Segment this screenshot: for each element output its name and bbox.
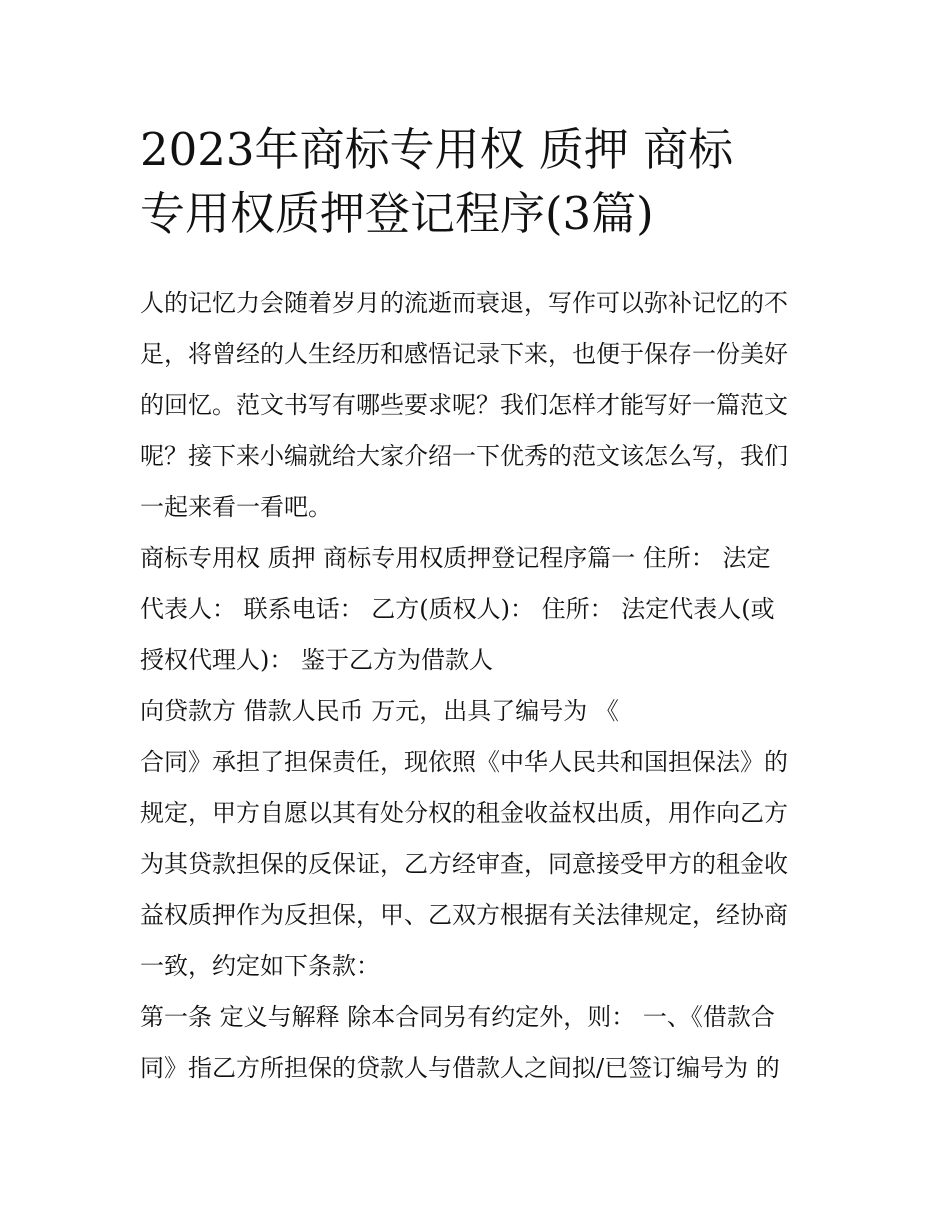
body-line: 合同》承担了担保责任，现依照《中华人民共和国担保法》的 <box>140 748 788 776</box>
body-line: 人的记忆力会随着岁月的流逝而衰退，写作可以弥补记忆的不 <box>140 289 788 317</box>
body-line: 的回忆。范文书写有哪些要求呢？我们怎样才能写好一篇范文 <box>140 391 788 419</box>
body-line: 一起来看一看吧。 <box>140 493 332 521</box>
body-line: 一致，约定如下条款： <box>140 952 380 980</box>
title-line-2: 专用权质押登记程序(3篇) <box>140 187 654 240</box>
body-line: 益权质押作为反担保，甲、乙双方根据有关法律规定，经协商 <box>140 901 788 929</box>
body-line: 足，将曾经的人生经历和感悟记录下来，也便于保存一份美好 <box>140 340 788 368</box>
body-line: 第一条 定义与解释 除本合同另有约定外，则： 一、《借款合 <box>140 1003 775 1031</box>
body-line: 呢？接下来小编就给大家介绍一下优秀的范文该怎么写，我们 <box>140 442 788 470</box>
title-line-1: 2023年商标专用权 质押 商标 <box>140 123 734 176</box>
body-line: 向贷款方 借款人民币 万元，出具了编号为 《 <box>140 697 619 725</box>
body-line: 商标专用权 质押 商标专用权质押登记程序篇一 住所： 法定 <box>140 544 771 572</box>
body-line: 同》指乙方所担保的贷款人与借款人之间拟/已签订编号为 的 <box>140 1054 780 1082</box>
body-line: 授权代理人)： 鉴于乙方为借款人 <box>140 646 493 674</box>
body-line: 规定，甲方自愿以其有处分权的租金收益权出质，用作向乙方 <box>140 799 788 827</box>
body-line: 为其贷款担保的反保证，乙方经审查，同意接受甲方的租金收 <box>140 850 788 878</box>
document-title <box>140 118 820 246</box>
document-body <box>140 278 820 1094</box>
body-line: 代表人： 联系电话： 乙方(质权人)： 住所： 法定代表人(或 <box>140 595 775 623</box>
